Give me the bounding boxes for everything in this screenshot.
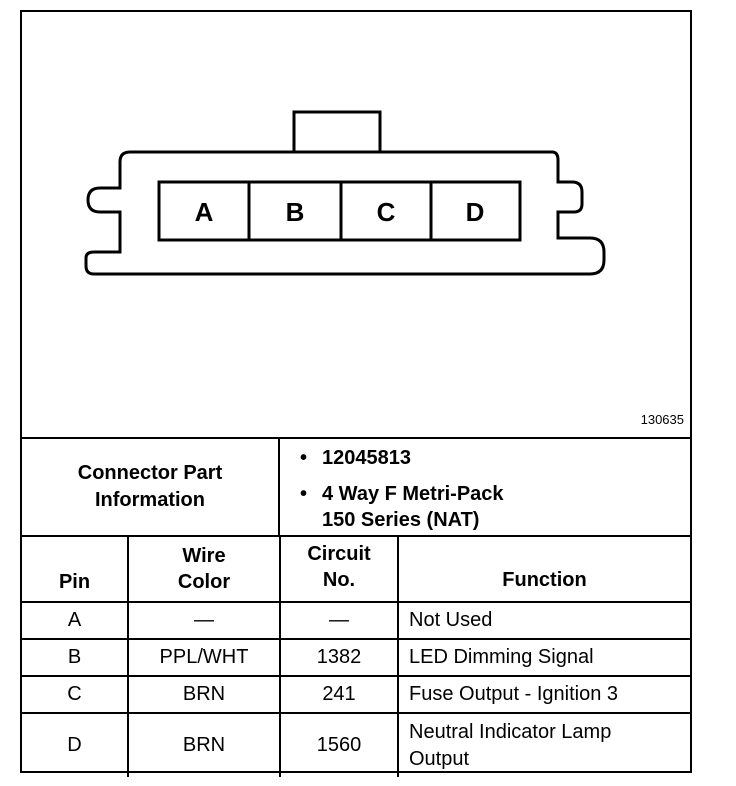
header-pin: Pin [22, 536, 128, 602]
cell-wire-color: BRN [128, 676, 280, 713]
part-info-label-line1: Connector Part [77, 462, 223, 484]
pin-label-b: B [285, 197, 305, 227]
bullet-icon: • [300, 483, 308, 505]
cell-wire-color: BRN [128, 713, 280, 777]
part-number: 12045813 [322, 447, 411, 469]
part-info-values [280, 439, 690, 535]
connector-frame [20, 10, 692, 773]
cell-pin: B [22, 639, 128, 676]
cell-circuit: 241 [280, 676, 398, 713]
part-info-label-line2: Information [95, 489, 205, 511]
part-description-item [300, 481, 690, 533]
cell-circuit: 1382 [280, 639, 398, 676]
table-row [22, 602, 690, 639]
connector-drawing [22, 12, 690, 437]
part-description-line2: 150 Series (NAT) [322, 509, 480, 531]
table-row [22, 639, 690, 676]
cell-pin: D [22, 713, 128, 777]
cell-function: LED Dimming Signal [398, 639, 690, 676]
cell-pin: C [22, 676, 128, 713]
part-description-line1: 4 Way F Metri-Pack [322, 483, 504, 505]
bullet-icon: • [300, 447, 308, 469]
pinout-table [22, 535, 690, 777]
table-row [22, 713, 690, 777]
cell-function-line1: Neutral Indicator Lamp [409, 720, 612, 743]
cell-circuit: — [280, 602, 398, 639]
cell-function-line2: Output [409, 747, 470, 770]
cell-wire-color: PPL/WHT [128, 639, 280, 676]
header-function: Function [398, 536, 690, 602]
header-wire-color-line2: Color [177, 571, 231, 593]
cell-wire-color: — [128, 602, 280, 639]
pinout-header-row [22, 536, 690, 602]
table-row [22, 676, 690, 713]
pin-label-a: A [194, 197, 214, 227]
header-circuit-line1: Circuit [307, 543, 371, 565]
pin-label-c: C [376, 197, 396, 227]
cell-function: Not Used [398, 602, 690, 639]
cell-pin: A [22, 602, 128, 639]
part-number-item [300, 445, 690, 471]
connector-part-info [22, 437, 690, 537]
locking-tab [294, 112, 380, 152]
cell-function [398, 713, 690, 777]
header-wire-color [128, 536, 280, 602]
cell-function: Fuse Output - Ignition 3 [398, 676, 690, 713]
header-circuit-line2: No. [322, 569, 356, 591]
header-wire-color-line1: Wire [182, 545, 226, 567]
part-info-label [22, 439, 280, 535]
connector-diagram [22, 12, 690, 437]
pin-label-d: D [465, 197, 485, 227]
cell-circuit: 1560 [280, 713, 398, 777]
figure-id: 130635 [640, 412, 684, 427]
header-circuit [280, 536, 398, 602]
